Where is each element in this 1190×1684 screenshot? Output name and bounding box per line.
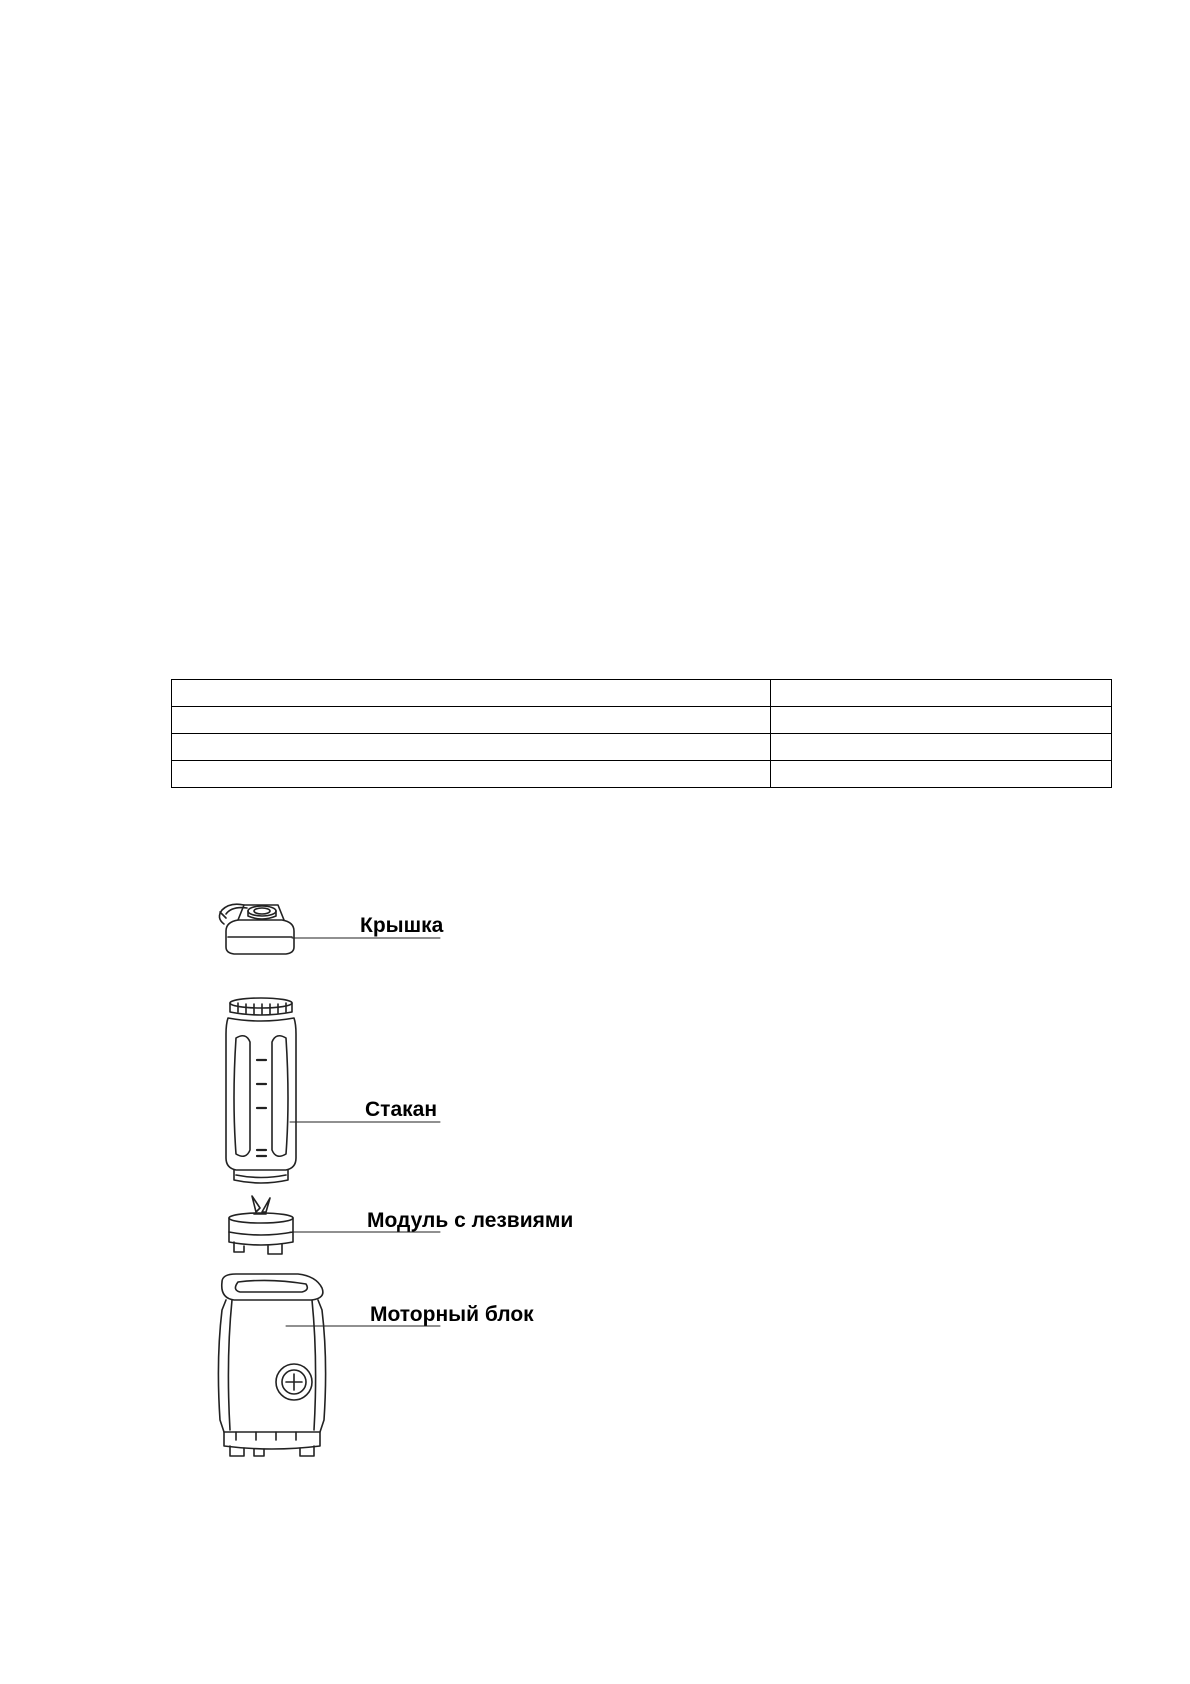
cup-label: Стакан	[365, 1098, 438, 1121]
motor-block-illustration	[218, 1274, 440, 1456]
motor-block-label: Моторный блок	[370, 1303, 534, 1326]
lid-label: Крышка	[360, 914, 444, 937]
blade-module-label: Модуль с лезвиями	[367, 1209, 574, 1232]
cup-illustration	[226, 998, 440, 1183]
